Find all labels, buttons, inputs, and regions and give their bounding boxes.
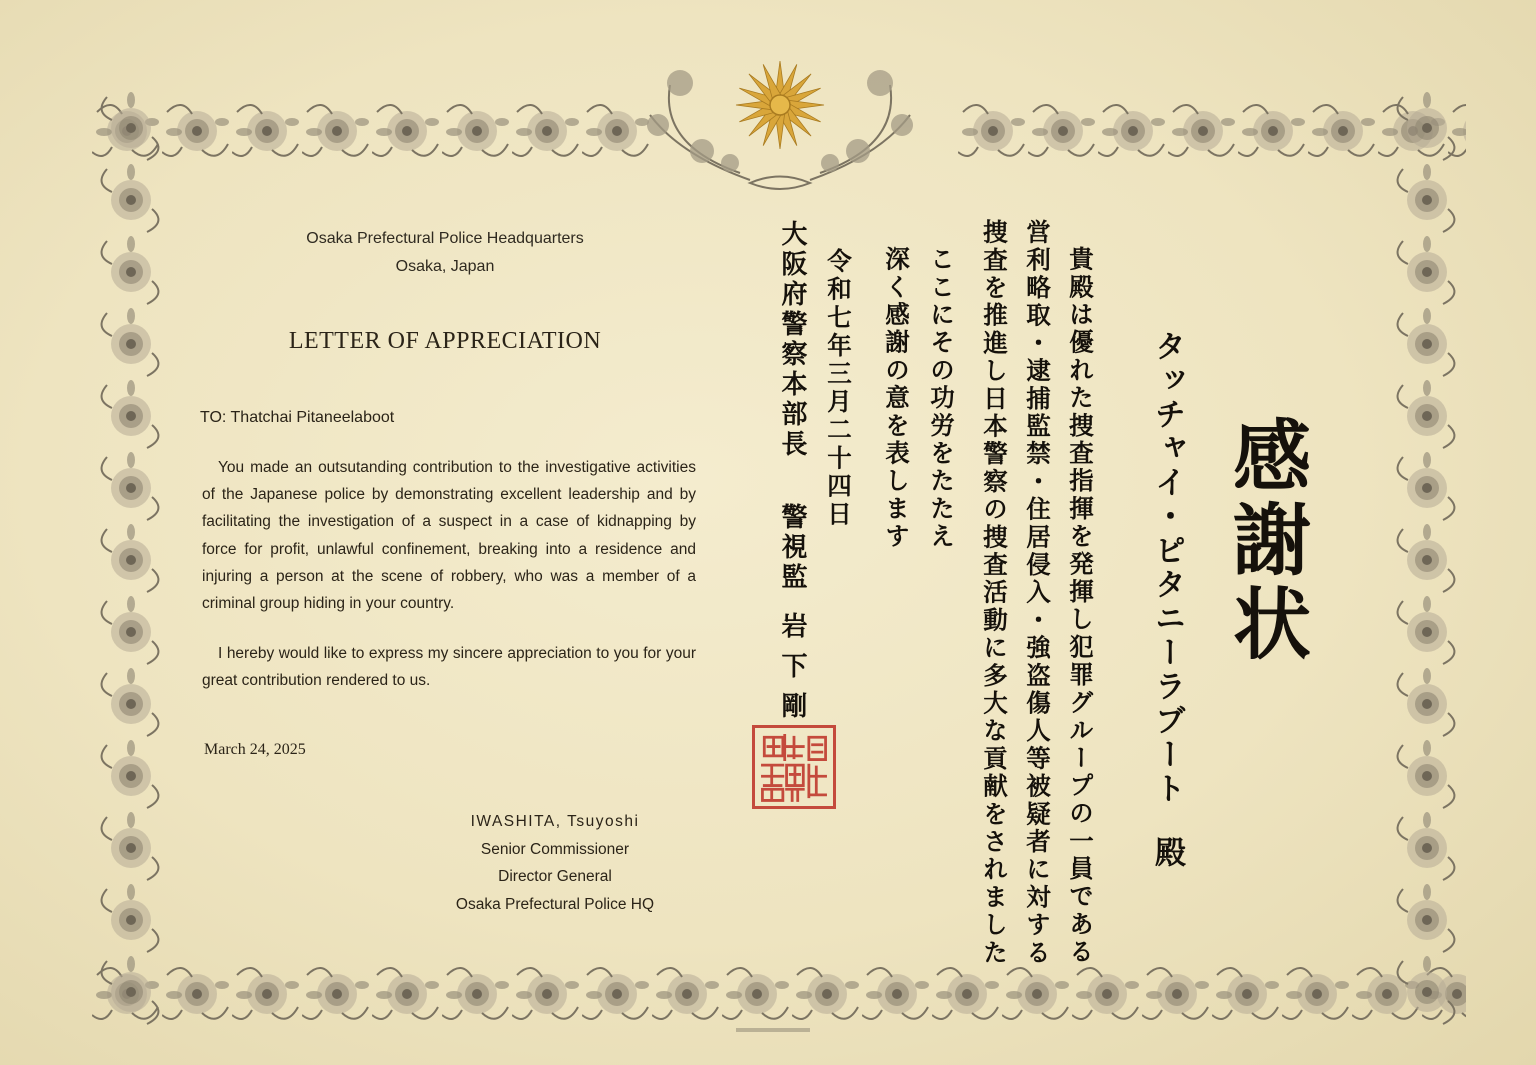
signer-position: Director General [498, 868, 612, 885]
signer-rank: Senior Commissioner [480, 840, 630, 858]
issuer-city: Osaka, Japan [395, 258, 495, 275]
jp-signer-name: 岩下剛 [777, 612, 807, 732]
floral-border-right [1388, 92, 1466, 1025]
signer-org: Osaka Prefectural Police HQ [455, 895, 655, 913]
ribbon-bow [750, 177, 810, 190]
body-paragraph-2: I hereby would like to express my sincere appreciation to you for your great contribution rendered to us. [202, 645, 696, 690]
issuer-hq: Osaka Prefectural Police Headquarters [306, 230, 584, 247]
printer-mark [736, 1020, 810, 1026]
jp-signer-org: 大阪府警察本部長 [777, 220, 807, 460]
signer-name: IWASHITA, Tsuyoshi [470, 813, 640, 830]
issue-date: March 24, 2025 [204, 741, 306, 758]
jp-signer-title: 警視監 [777, 503, 807, 593]
chrysanthemum-crest-icon [736, 61, 824, 149]
jp-body-line-2: 営利略取・逮捕監禁・住居侵入・強盗傷人等被疑者に対する [1023, 219, 1052, 967]
floral-border-bottom [92, 955, 1466, 1025]
jp-body-line-3: 捜査を推進し日本警察の捜査活動に多大な貢献をされました [980, 219, 1009, 967]
official-seal-stamp [752, 725, 836, 809]
jp-body-line-5: 深く感謝の意を表します [882, 246, 911, 551]
floral-border-left [92, 92, 170, 1025]
jp-body-line-1: 貴殿は優れた捜査指揮を発揮し犯罪グループの一員である [1066, 246, 1095, 967]
jp-date: 令和七年三月二十四日 [824, 248, 853, 529]
body-paragraph-1: You made an outsutanding contribution to the investigative activities of the Japanese police by demonstrating excellent leadership and by facilitating the investigation of a suspect in a case of kidnapping by force for profit, unlawful confinement, breaking into a residence and injuring a person at the scene of robbery, who was a member of a criminal group hiding in your country. [202, 459, 696, 613]
jp-body-line-4: ここにその功労をたたえ [927, 246, 956, 551]
signature-block [430, 808, 680, 918]
jp-honorific: 殿 [1149, 836, 1185, 867]
letter-title: LETTER OF APPRECIATION [288, 328, 602, 354]
floral-border-top-left [92, 92, 652, 170]
jp-title: 感謝状 [1220, 415, 1311, 667]
jp-recipient: タッチャイ・ピタニーラブート [1149, 330, 1185, 806]
recipient-line: TO: Thatchai Pitaneelaboot [200, 409, 395, 426]
emblem-wreath [630, 55, 930, 205]
